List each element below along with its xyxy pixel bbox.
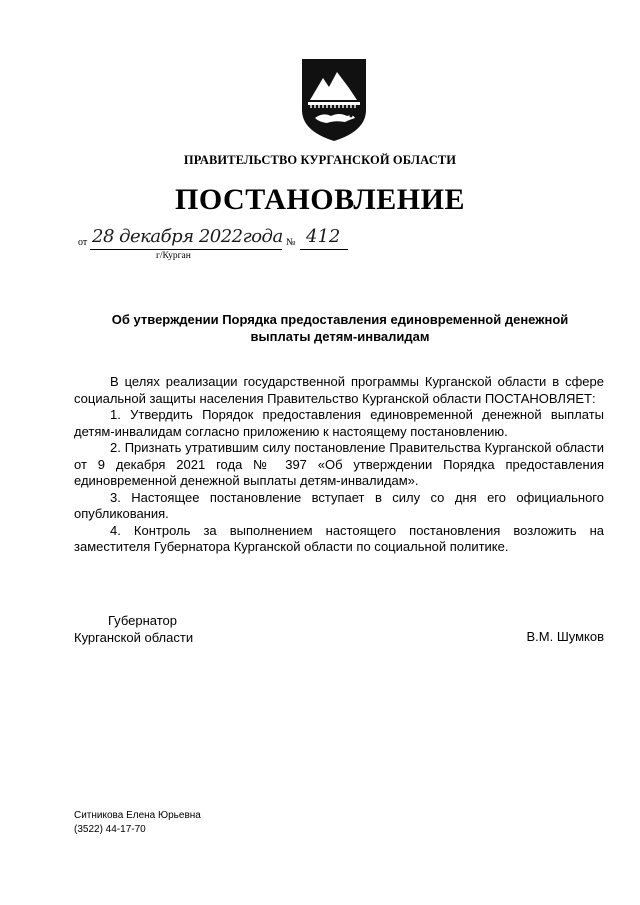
- executor-name: Ситникова Елена Юрьевна: [74, 810, 201, 821]
- handwritten-number: 412: [306, 226, 341, 247]
- document-subject: Об утверждении Порядка предоставления единовременной денежной выплаты детям-инвалидам: [111, 312, 569, 344]
- handwritten-date: 28 декабря 2022года: [92, 226, 283, 247]
- document-body: [74, 374, 604, 556]
- city-label: г/Курган: [156, 251, 191, 261]
- date-underline: [90, 249, 282, 250]
- document-meta: [78, 226, 368, 266]
- paragraph-item-3: 3. Настоящее постановление вступает в силу со дня его официального опубликования.: [74, 489, 604, 521]
- executor-phone: (3522) 44-17-70: [74, 824, 146, 835]
- number-underline: [300, 249, 348, 250]
- signatory-title-line1: Губернатор: [108, 613, 177, 628]
- government-name: ПРАВИТЕЛЬСТВО КУРГАНСКОЙ ОБЛАСТИ: [183, 153, 457, 167]
- kurgan-oblast-coat-of-arms-icon: [301, 58, 367, 142]
- signatory-title-line2: Курганской области: [74, 630, 194, 645]
- date-prefix: от: [78, 237, 88, 248]
- document-type-title: ПОСТАНОВЛЕНИЕ: [175, 183, 465, 216]
- number-label: №: [286, 237, 296, 248]
- paragraph-item-2: 2. Признать утратившим силу постановление Правительства Курганской области от 9 декабря 2021 года № 397 «Об утверждении Порядка предоставления единовременной денежной выплаты детям-инвалидам».: [74, 440, 604, 488]
- signatory-title: [74, 612, 193, 646]
- paragraph-item-4: 4. Контроль за выполнением настоящего постановления возложить на заместителя Губернатора Курганской области по социальной политике.: [74, 522, 604, 554]
- paragraph-item-1: 1. Утвердить Порядок предоставления единовременной денежной выплаты детям-инвалидам согласно приложению к настоящему постановлению.: [74, 407, 604, 439]
- signatory-name: В.М. Шумков: [526, 629, 604, 644]
- paragraph-preamble: В целях реализации государственной программы Курганской области в сфере социальной защиты населения Правительство Курганской области ПОСТАНОВЛЯЕТ:: [74, 374, 604, 406]
- executor-contact: [74, 809, 201, 837]
